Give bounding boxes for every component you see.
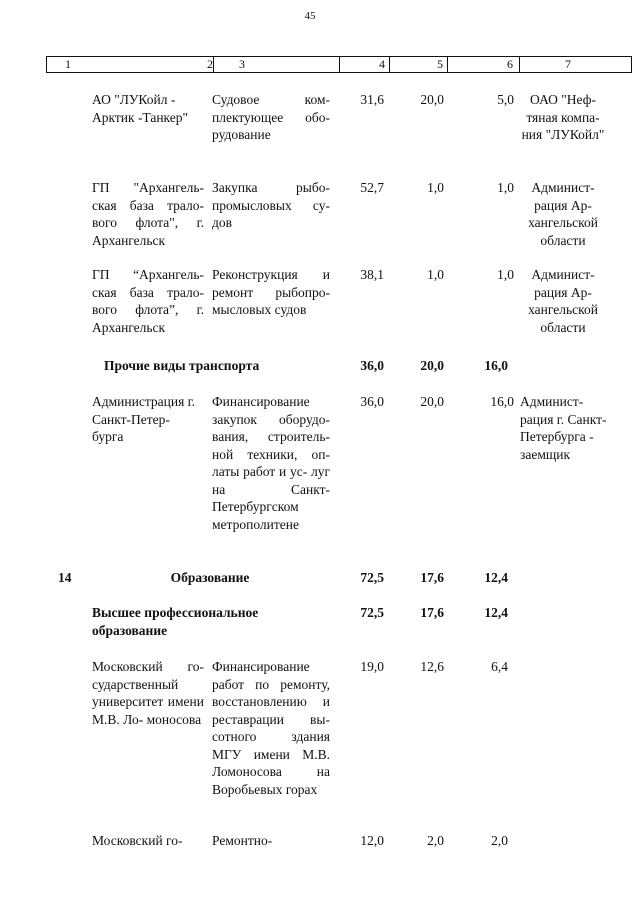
header-col-7: 7 <box>565 57 571 71</box>
value-col-4: 72,5 <box>360 570 384 585</box>
header-col-6: 6 <box>507 57 513 71</box>
value-col-5: 20,0 <box>420 92 444 107</box>
purpose-cell: Финансирование работ по ремонту, восстановлению и реставрации вы- сотного здания МГУ имени М.В. Ломоносова на Воробьевых горах <box>212 659 330 797</box>
organization-cell: Московский го- <box>92 833 183 848</box>
header-divider <box>389 57 390 72</box>
organization-cell: Администрация г. Санкт-Петер- бурга <box>92 394 196 444</box>
purpose-cell: Ремонтно- <box>212 833 273 848</box>
organization-cell: ГП "Архангель- ская база трало- вого флота", г. Архангельск <box>92 180 204 248</box>
value-col-5: 20,0 <box>420 394 444 409</box>
value-col-6: 1,0 <box>497 180 514 195</box>
header-col-3: 3 <box>239 57 245 71</box>
header-col-1: 1 <box>65 57 71 71</box>
value-col-5: 17,6 <box>420 605 444 620</box>
value-col-6: 5,0 <box>497 92 514 107</box>
page-number: 45 <box>304 10 316 22</box>
value-col-6: 2,0 <box>491 833 508 848</box>
value-col-6: 16,0 <box>484 358 508 373</box>
purpose-cell: Закупка рыбо- промысловых су- дов <box>212 180 330 230</box>
organization-cell: Московский го- сударственный университет имени М.В. Ло- моносова <box>92 659 204 727</box>
value-col-5: 2,0 <box>427 833 444 848</box>
subsection-title: Высшее профессиональное образование <box>92 605 259 638</box>
responsible-cell: ОАО "Неф- тяная компа- ния "ЛУКойл" <box>521 92 605 142</box>
value-col-4: 31,6 <box>360 92 384 107</box>
value-col-4: 19,0 <box>360 659 384 674</box>
value-col-4: 72,5 <box>360 605 384 620</box>
value-col-6: 12,4 <box>484 605 508 620</box>
responsible-cell: Админист- рация Ар- хангельской области <box>528 267 598 335</box>
purpose-cell: Реконструкция и ремонт рыбопро- мысловых судов <box>212 267 330 317</box>
section-title: Образование <box>170 570 250 585</box>
value-col-6: 1,0 <box>497 267 514 282</box>
purpose-cell: Финансирование закупок оборудо- вания, строитель- ной техники, оп- латы работ и ус- луг на Санкт- Петербургском метрополитене <box>212 394 330 532</box>
value-col-5: 17,6 <box>420 570 444 585</box>
value-col-6: 16,0 <box>490 394 514 409</box>
responsible-cell: Админист- рация Ар- хангельской области <box>528 180 598 248</box>
table-header <box>46 56 632 73</box>
subtotal-label: Прочие виды транспорта <box>104 358 260 373</box>
value-col-5: 20,0 <box>420 358 444 373</box>
header-col-4: 4 <box>379 57 385 71</box>
value-col-4: 36,0 <box>360 358 384 373</box>
value-col-4: 38,1 <box>360 267 384 282</box>
value-col-6: 6,4 <box>491 659 508 674</box>
section-number: 14 <box>58 570 72 585</box>
value-col-4: 36,0 <box>360 394 384 409</box>
value-col-4: 12,0 <box>360 833 384 848</box>
value-col-5: 12,6 <box>420 659 444 674</box>
header-col-5: 5 <box>437 57 443 71</box>
header-divider <box>339 57 340 72</box>
organization-cell: АО "ЛУКойл - Арктик -Танкер" <box>92 92 189 125</box>
value-col-5: 1,0 <box>427 180 444 195</box>
header-divider <box>447 57 448 72</box>
purpose-cell: Судовое ком- плектующее обо- рудование <box>212 92 330 142</box>
value-col-4: 52,7 <box>360 180 384 195</box>
header-col-2: 2 <box>207 57 213 71</box>
organization-cell: ГП “Архангель- ская база трало- вого флота”, г. Архангельск <box>92 267 204 335</box>
value-col-5: 1,0 <box>427 267 444 282</box>
header-divider <box>213 57 214 72</box>
value-col-6: 12,4 <box>484 570 508 585</box>
header-divider <box>519 57 520 72</box>
responsible-cell: Админист- рация г. Санкт- Петербурга - заемщик <box>520 394 607 462</box>
